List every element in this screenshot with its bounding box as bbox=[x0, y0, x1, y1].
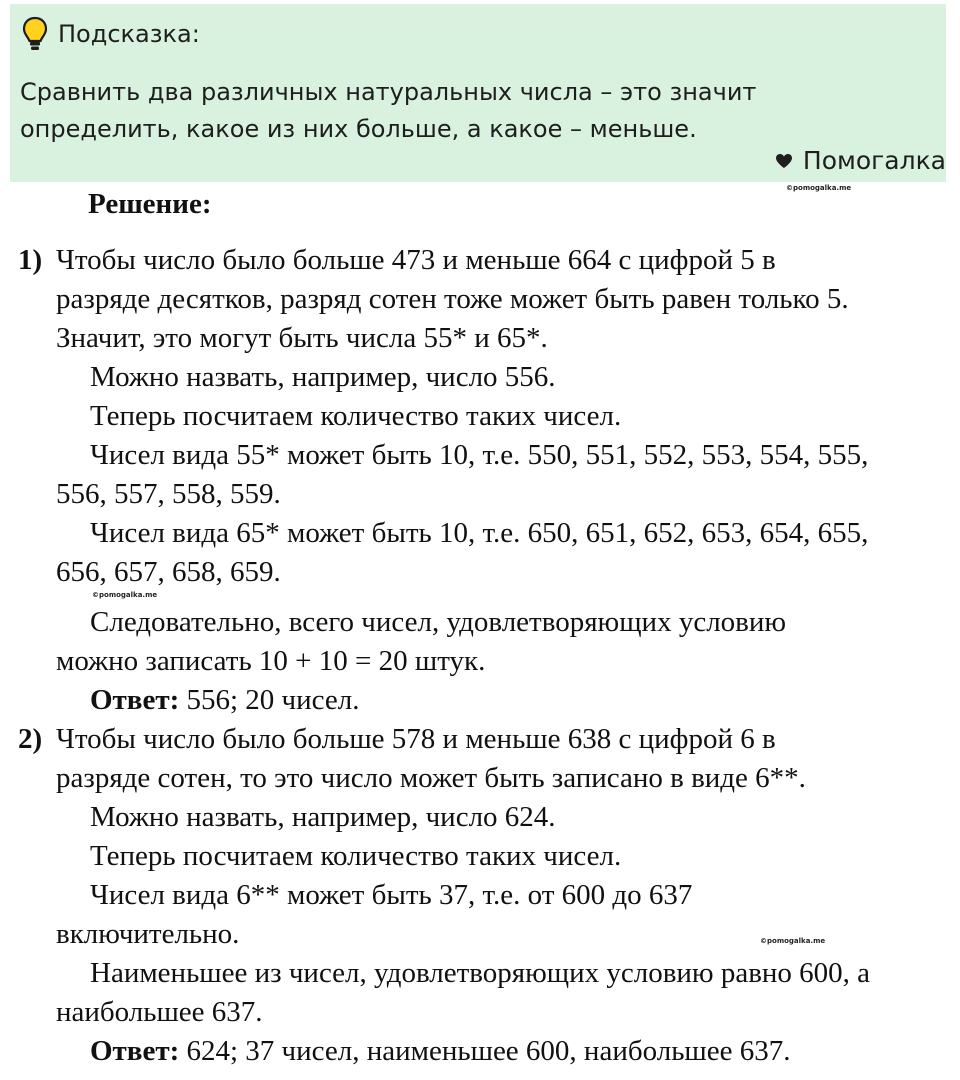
watermark: ©pomogalka.me bbox=[92, 591, 158, 599]
task-number: 2) bbox=[18, 723, 43, 755]
text-line: Теперь посчитаем количество таких чисел. bbox=[90, 400, 622, 432]
answer-line bbox=[90, 682, 359, 718]
text-line: Наименьшее из чисел, удовлетворяющих условию равно 600, а bbox=[90, 957, 871, 989]
text-line: разряде десятков, разряд сотен тоже может быть равен только 5. bbox=[56, 283, 849, 315]
answer-line bbox=[90, 1033, 791, 1069]
text-line: Можно назвать, например, число 624. bbox=[90, 801, 556, 833]
heart-icon bbox=[775, 153, 793, 169]
solution-heading: Решение: bbox=[88, 188, 212, 220]
hint-title-text: Подсказка: bbox=[58, 20, 200, 48]
text-line: Чисел вида 55* может быть 10, т.е. 550, 551, 552, 553, 554, 555, bbox=[90, 439, 869, 471]
text-line: Можно назвать, например, число 556. bbox=[90, 361, 556, 393]
watermark: ©pomogalka.me bbox=[786, 184, 852, 192]
text-line: 556, 557, 558, 559. bbox=[56, 478, 281, 510]
text-line: Чтобы число было больше 578 и меньше 638 с цифрой 6 в bbox=[56, 723, 776, 755]
brand-label bbox=[775, 146, 946, 175]
text-line: Следовательно, всего чисел, удовлетворяющих условию bbox=[90, 606, 787, 638]
hint-title bbox=[22, 14, 200, 54]
hint-line: Сравнить два различных натуральных числа – это значит bbox=[20, 78, 757, 106]
text-line: включительно. bbox=[56, 918, 240, 950]
answer-label: Ответ: bbox=[90, 1035, 180, 1067]
brand-text: Помогалка bbox=[802, 146, 946, 175]
answer-text: 556; 20 чисел. bbox=[186, 684, 360, 716]
hint-line: определить, какое из них больше, а какое – меньше. bbox=[20, 115, 697, 143]
text-line: 656, 657, 658, 659. bbox=[56, 556, 281, 588]
text-line: Чисел вида 65* может быть 10, т.е. 650, 651, 652, 653, 654, 655, bbox=[90, 517, 869, 549]
lightbulb-icon bbox=[22, 16, 48, 52]
text-line: наибольшее 637. bbox=[56, 996, 263, 1028]
text-line: Теперь посчитаем количество таких чисел. bbox=[90, 840, 622, 872]
hint-text bbox=[20, 74, 920, 148]
text-line: Чисел вида 6** может быть 37, т.е. от 600 до 637 bbox=[90, 879, 693, 911]
answer-text: 624; 37 чисел, наименьшее 600, наибольшее 637. bbox=[186, 1035, 791, 1067]
text-line: Значит, это могут быть числа 55* и 65*. bbox=[56, 322, 548, 354]
answer-label: Ответ: bbox=[90, 684, 180, 716]
text-line: разряде сотен, то это число может быть записано в виде 6**. bbox=[56, 762, 806, 794]
text-line: Чтобы число было больше 473 и меньше 664 с цифрой 5 в bbox=[56, 244, 776, 276]
watermark: ©pomogalka.me bbox=[760, 937, 826, 945]
task-number: 1) bbox=[18, 244, 43, 276]
text-line: можно записать 10 + 10 = 20 штук. bbox=[56, 645, 486, 677]
